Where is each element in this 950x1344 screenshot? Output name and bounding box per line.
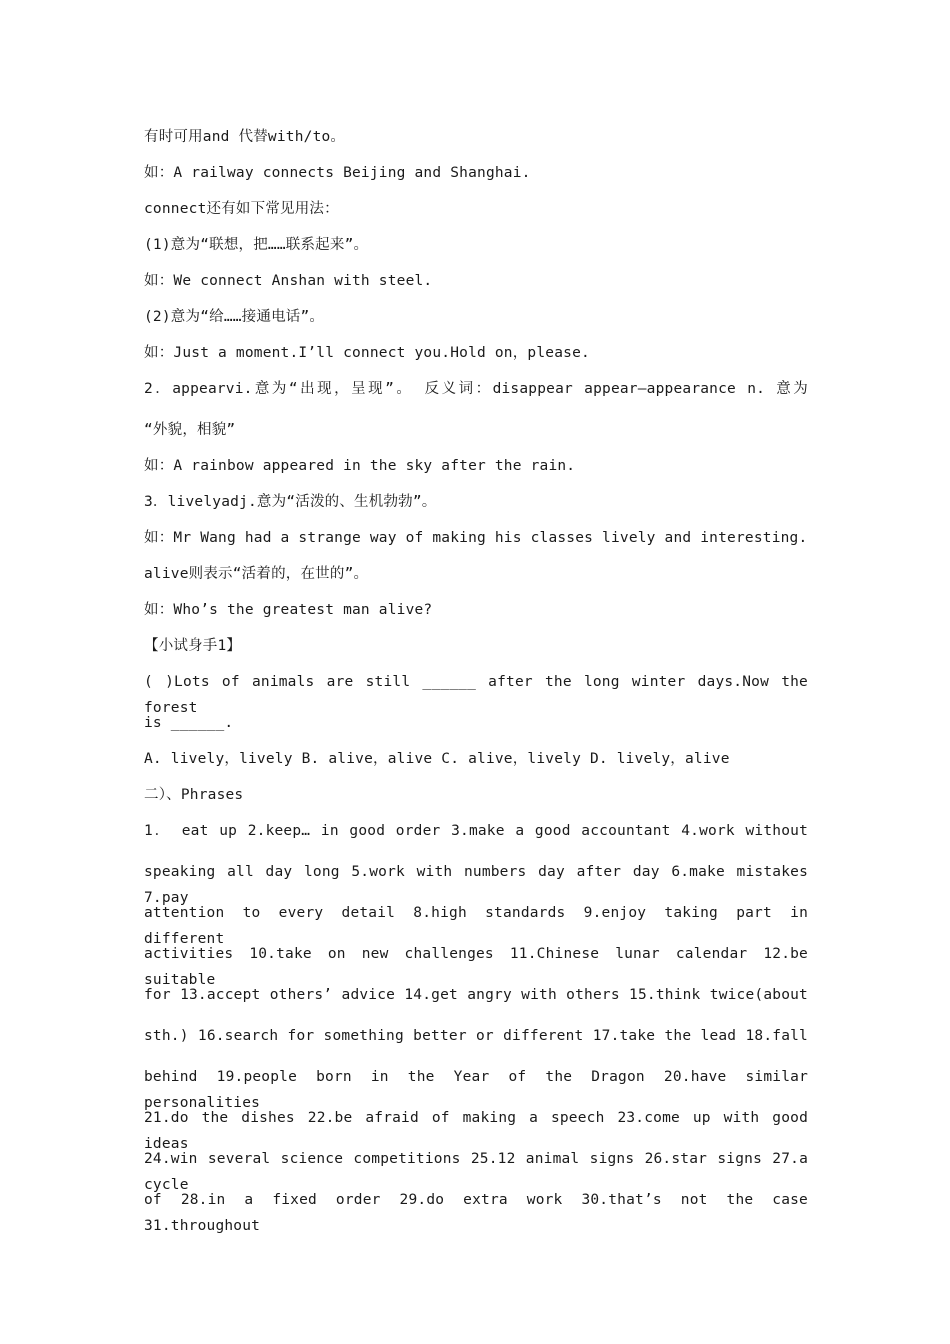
exercise-heading: 【小试身手1】 bbox=[144, 638, 242, 654]
example-line: 如：We connect Anshan with steel. bbox=[144, 273, 433, 289]
document-body bbox=[144, 124, 808, 1234]
phrase-line: speaking all day long 5.work with numbers day after day 6.make mistakes 7.pay bbox=[144, 864, 808, 906]
phrase-line: 24.win several science competitions 25.12 animal signs 26.star signs 27.a cycle bbox=[144, 1151, 808, 1193]
exercise-question-cont: is ______. bbox=[144, 715, 234, 731]
phrase-line: sth.) 16.search for something better or different 17.take the lead 18.fall bbox=[144, 1028, 808, 1044]
usage-line: (1)意为“联想，把……联系起来”。 bbox=[144, 237, 369, 253]
phrase-line: 1． eat up 2.keep… in good order 3.make a good accountant 4.work without bbox=[144, 823, 808, 839]
exercise-options: A. lively，lively B. alive，alive C. alive，lively D. lively，alive bbox=[144, 751, 730, 767]
phrase-line: behind 19.people born in the Year of the Dragon 20.have similar personalities bbox=[144, 1069, 808, 1111]
usage-line: (2)意为“给……接通电话”。 bbox=[144, 309, 325, 325]
example-line: 如：A rainbow appeared in the sky after the rain. bbox=[144, 458, 576, 474]
exercise-question: ( )Lots of animals are still ______ after the long winter days.Now the forest bbox=[144, 674, 808, 716]
text-line: “外貌，相貌” bbox=[144, 422, 236, 438]
example-line: 如：Just a moment.I’ll connect you.Hold on，please. bbox=[144, 345, 590, 361]
example-line: 如：A railway connects Beijing and Shanghai. bbox=[144, 165, 531, 181]
section-heading-phrases: 二）、Phrases bbox=[144, 787, 244, 803]
vocab-item-appear: 2．appearvi.意为“出现，呈现”。 反义词：disappear appear—appearance n. 意为 bbox=[144, 381, 808, 397]
text-line: connect还有如下常见用法： bbox=[144, 201, 339, 217]
phrase-line: of 28.in a fixed order 29.do extra work 30.that’s not the case 31.throughout bbox=[144, 1192, 808, 1234]
example-line: 如：Mr Wang had a strange way of making his classes lively and interesting. bbox=[144, 530, 808, 546]
example-line: 如：Who’s the greatest man alive? bbox=[144, 602, 433, 618]
text-line: 有时可用and 代替with/to。 bbox=[144, 129, 346, 145]
phrase-line: for 13.accept others’ advice 14.get angry with others 15.think twice(about bbox=[144, 987, 808, 1003]
phrase-line: activities 10.take on new challenges 11.Chinese lunar calendar 12.be suitable bbox=[144, 946, 808, 988]
vocab-item-lively: 3．livelyadj.意为“活泼的、生机勃勃”。 bbox=[144, 494, 437, 510]
phrase-line: attention to every detail 8.high standards 9.enjoy taking part in different bbox=[144, 905, 808, 947]
phrase-line: 21.do the dishes 22.be afraid of making a speech 23.come up with good ideas bbox=[144, 1110, 808, 1152]
text-line: alive则表示“活着的，在世的”。 bbox=[144, 566, 369, 582]
